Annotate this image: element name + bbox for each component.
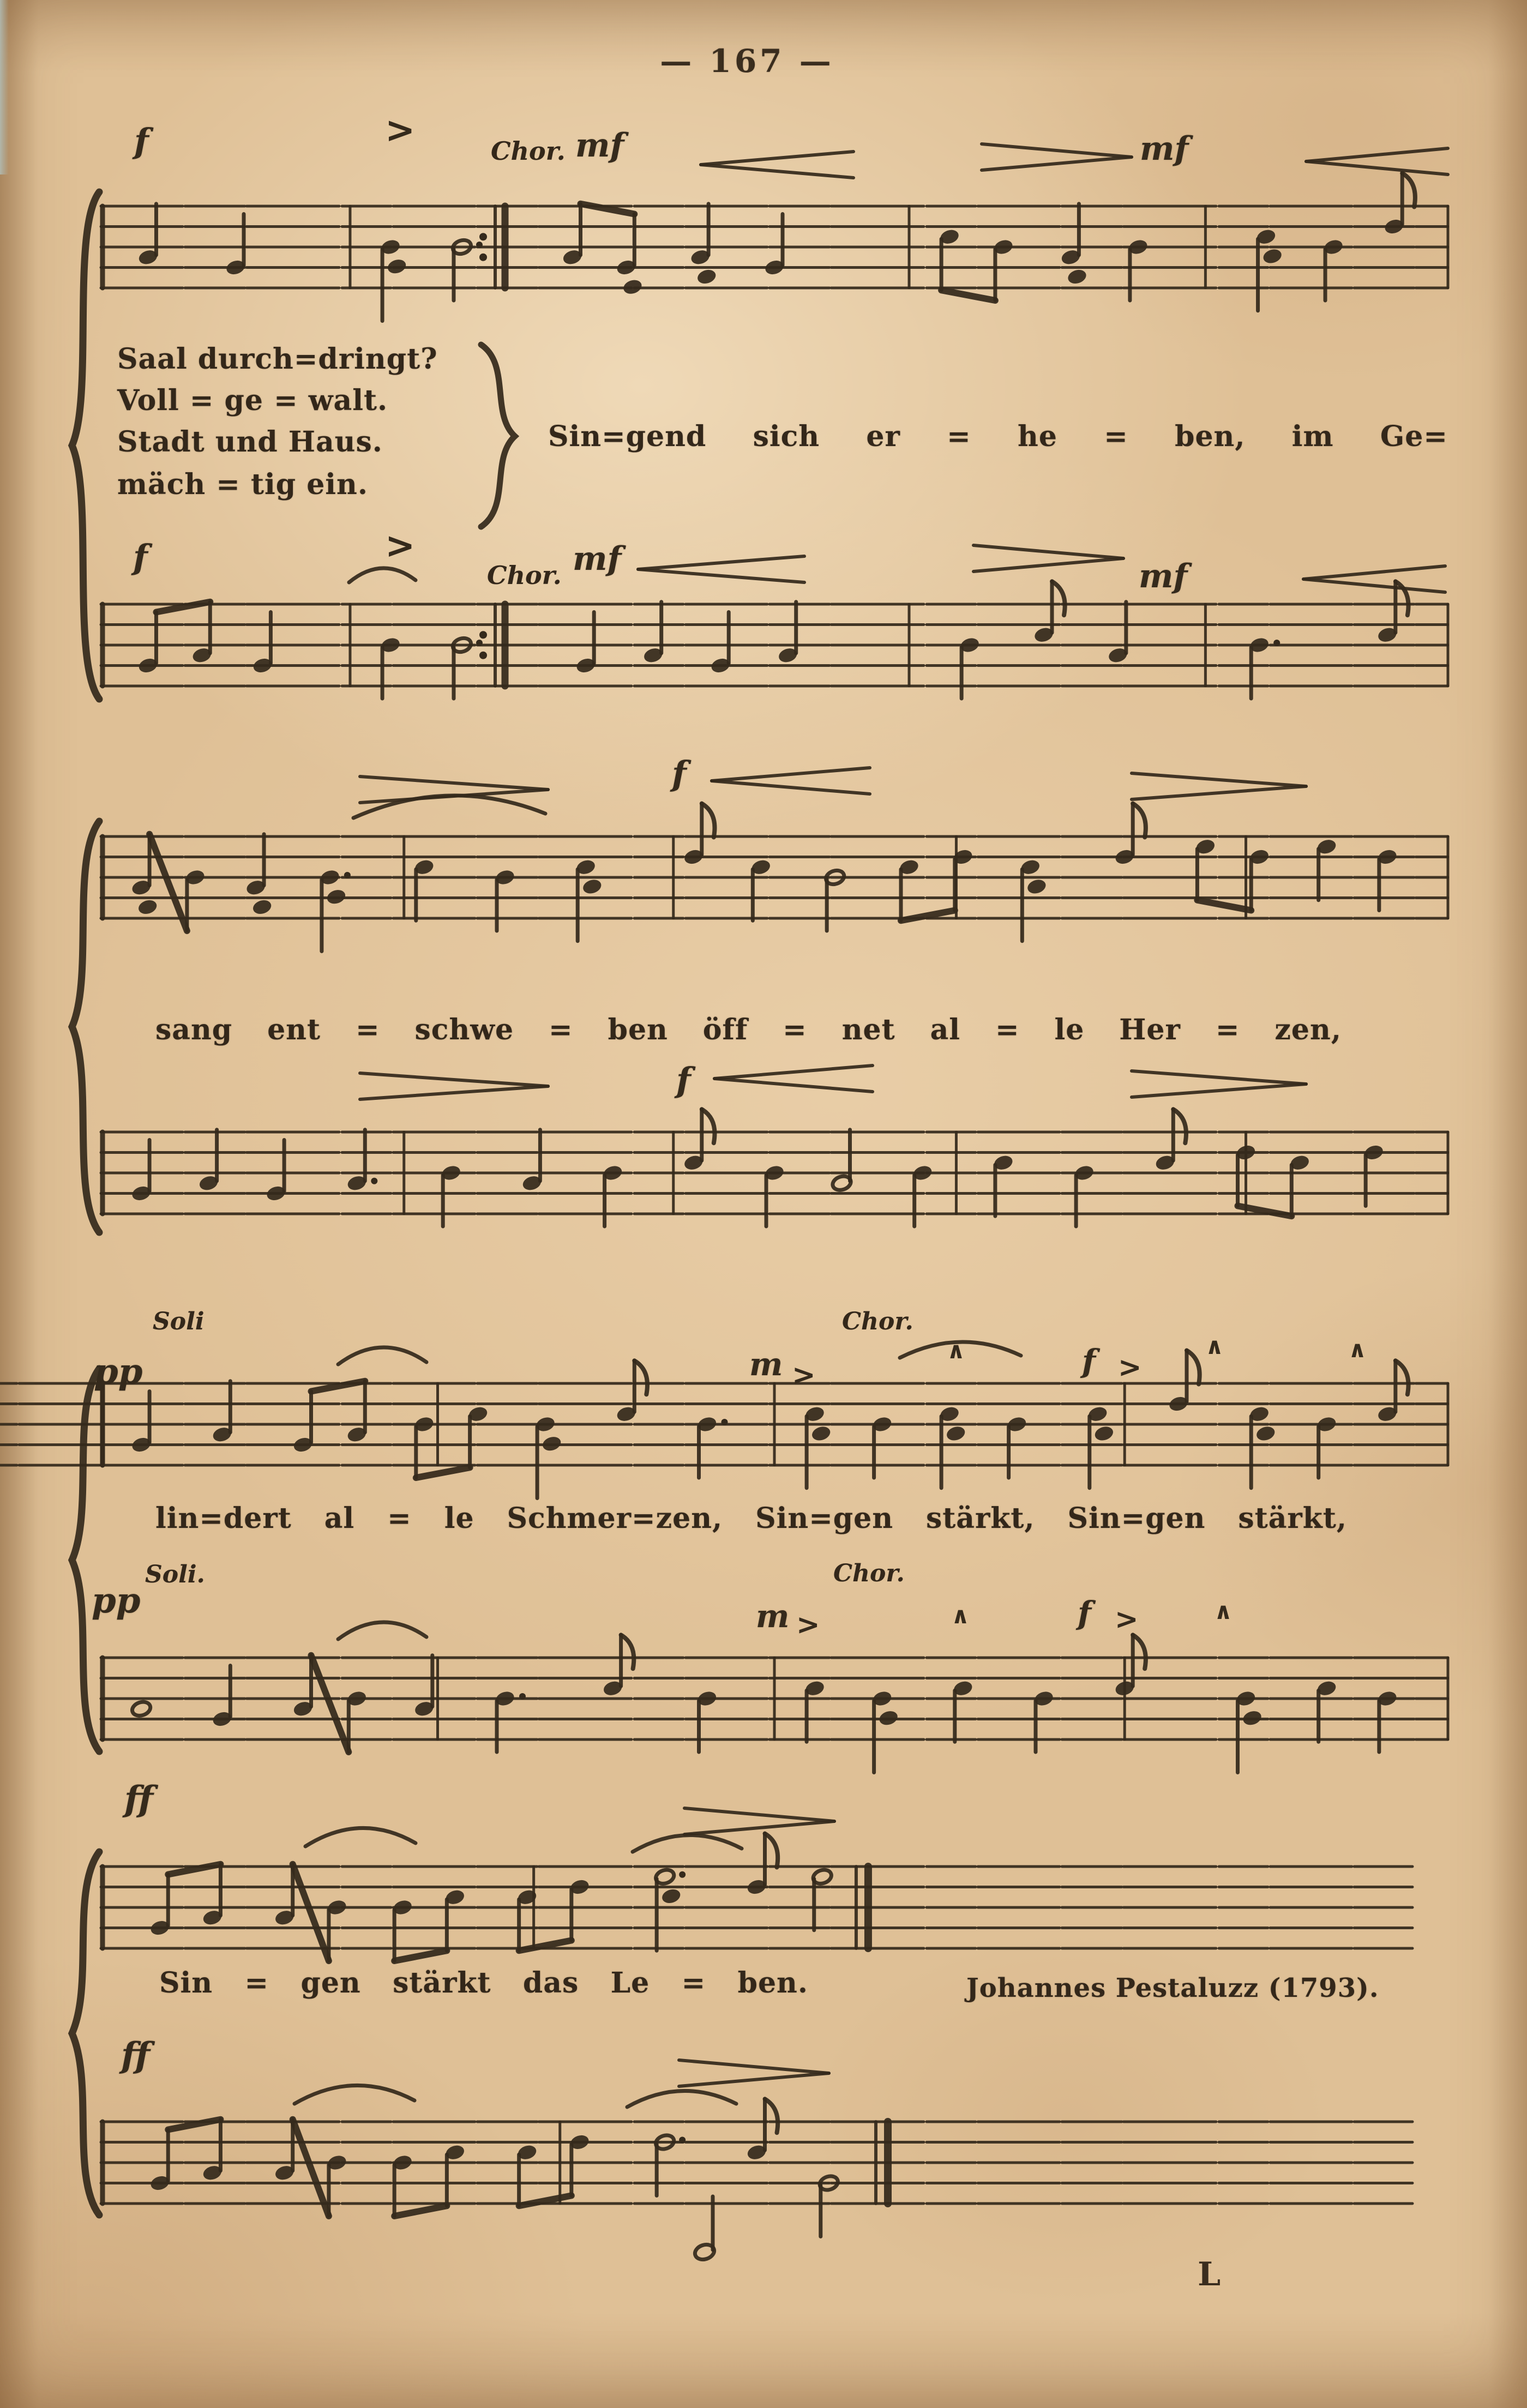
lyric-syllable: stärkt [393,1966,491,2000]
lyric-syllable: lin=dert [155,1502,292,1535]
soli-label-system3-top: Soli [153,1308,205,1335]
lyric-syllable: stärkt, [926,1502,1035,1535]
lyric-syllable: = [549,1013,573,1046]
marcato-mark: ∧ [1348,1336,1367,1363]
lyric-syllable: Le [610,1966,650,2000]
marcato-mark: ∧ [1214,1598,1233,1624]
lyric-syllable: sich [753,420,820,453]
lyric-syllable: Ge= [1380,420,1448,453]
dynamic-m-system3-bottom: m [756,1598,790,1635]
accent-mark: > [385,109,416,151]
dynamic-mf-system1-bottom: mf [573,540,622,578]
lyric-syllable: = [1104,420,1128,453]
lyric-syllable: = [783,1013,807,1046]
lyric-syllable: ben [608,1013,668,1046]
printers-signature-mark: L [1198,2255,1221,2293]
lyric-syllable: Sin [159,1966,213,2000]
dynamic-pp-system3-top: pp [94,1351,143,1392]
lyric-syllable: = [995,1013,1020,1046]
lyric-syllable: öff [702,1013,748,1046]
accent-mark: > [796,1609,820,1641]
chor-label-system1-top: Chor. [491,136,566,166]
lyric-syllable: net [841,1013,895,1046]
chor-label-system3-bottom: Chor. [833,1560,905,1587]
dynamic-ff-system4-bottom: ff [121,2035,150,2076]
lyric-syllable: Sin=gen [755,1502,894,1535]
dynamic-ff-system4-top: ff [124,1779,153,1820]
accent-mark: > [385,525,416,567]
lyric-syllable: ent [267,1013,321,1046]
lyric-syllable: ben. [737,1966,808,2000]
chor-label-system3-top: Chor. [842,1308,913,1335]
dynamic-m-system3-top: m [749,1346,783,1383]
marcato-mark: ∧ [1205,1333,1224,1359]
lyric-syllable: le [1054,1013,1085,1046]
lyric-syllable: = [681,1966,706,2000]
dynamic-f-system1-bottom: f [133,537,148,577]
lyric-syllable: stärkt, [1238,1502,1347,1535]
marcato-mark: ∧ [951,1602,970,1629]
dynamic-f-system2-bottom: f [676,1060,691,1100]
lyric-syllable: = [387,1502,412,1535]
dynamic-f-system3-bottom: f [1078,1594,1091,1632]
lyric-syllable: ben, [1175,420,1246,453]
accent-mark: > [1118,1351,1142,1384]
lyric-syllable: sang [155,1013,233,1046]
verse-line-2: Voll = ge = walt. [117,384,388,417]
lyric-syllable: Sin=gend [548,420,707,453]
lyric-syllable: = [244,1966,269,2000]
marcato-mark: ∧ [947,1337,966,1364]
verse-line-1: Saal durch=dringt? [117,342,438,376]
lyric-syllable: = [355,1013,380,1046]
lyric-syllable: schwe [414,1013,514,1046]
lyric-syllable: das [522,1966,579,2000]
lyric-syllable: Sin=gen [1067,1502,1206,1535]
lyric-syllable: im [1291,420,1334,453]
dynamic-pp-system3-bottom: pp [92,1580,141,1621]
dynamic-f-system1-top: f [134,121,149,161]
dynamic-mf2-system1-top: mf [1140,130,1189,168]
dynamic-mf2-system1-bottom: mf [1139,557,1188,595]
dynamic-f-system2-top: f [672,754,687,793]
lyric-syllable: Her [1119,1013,1181,1046]
lyric-syllable: er [866,420,900,453]
soli-label-system3-bottom: Soli. [145,1561,205,1588]
lyric-syllable: = [947,420,971,453]
lyric-syllable: Schmer=zen, [507,1502,723,1535]
lyric-syllable: al [930,1013,961,1046]
lyric-syllable: zen, [1274,1013,1342,1046]
accent-mark: > [792,1359,816,1392]
dynamic-f-system3-top: f [1082,1343,1096,1380]
verse-line-3: Stadt und Haus. [117,425,383,459]
chor-label-system1-bottom: Chor. [487,561,562,590]
attribution: Johannes Pestaluzz (1793). [966,1973,1379,2003]
page-number: — 167 — [660,43,834,80]
dynamic-mf-system1-top: mf [575,127,624,165]
accent-mark: > [1115,1603,1139,1636]
lyric-syllable: le [444,1502,474,1535]
lyric-syllable: al [324,1502,355,1535]
lyric-syllable: = [1215,1013,1240,1046]
lyric-syllable: gen [300,1966,361,2000]
verse-line-4: mäch = tig ein. [117,468,368,501]
lyric-syllable: he [1018,420,1057,453]
